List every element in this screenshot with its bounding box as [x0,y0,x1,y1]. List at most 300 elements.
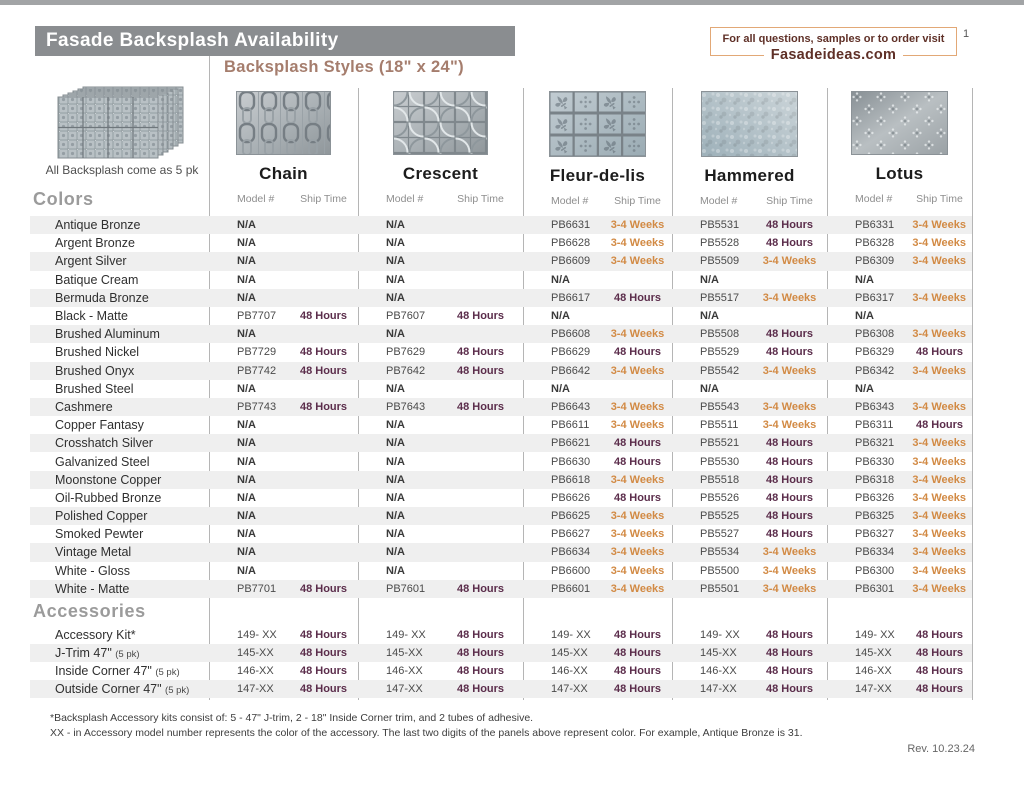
model-number: 147-XX [855,683,892,695]
model-number: PB6608 [551,328,591,341]
availability-cell [827,401,972,413]
model-number: PB5508 [700,328,740,341]
availability-cell [523,510,672,522]
color-name: Polished Copper [55,509,148,524]
availability-cell [209,310,358,322]
availability-cell [672,255,827,267]
table-row [30,562,972,580]
availability-cell [523,456,672,468]
availability-cell [672,492,827,504]
style-column-fleur-de-lis [523,88,672,207]
availability-cell [672,310,827,322]
color-name: Black - Matte [55,309,128,324]
model-number: PB6629 [551,346,591,359]
model-number: PB6621 [551,437,591,450]
availability-cell [358,510,523,522]
availability-cell [523,383,672,395]
ship-time: 3-4 Weeks [912,564,966,577]
availability-cell [672,510,827,522]
model-number: N/A [386,419,405,432]
column-subheader [672,195,827,207]
model-number: 149- XX [700,629,740,641]
top-border-strip [0,0,1024,5]
color-name: Moonstone Copper [55,472,162,487]
ship-time: 48 Hours [765,346,814,359]
availability-cell [358,383,523,395]
model-number: N/A [386,546,405,559]
availability-cell [358,274,523,286]
model-number: N/A [700,310,719,323]
model-number: N/A [386,564,405,577]
model-number: PB7743 [237,400,277,413]
ship-time: 3-4 Weeks [610,364,665,377]
availability-cell [209,383,358,395]
color-name: Vintage Metal [55,545,132,560]
ship-time-header: Ship Time [300,193,347,205]
model-number: 145-XX [386,647,423,659]
model-number: PB6611 [551,419,590,432]
availability-cell [209,237,358,249]
model-number: PB6311 [855,419,894,432]
ship-time: 3-4 Weeks [912,219,966,232]
availability-cell [523,492,672,504]
availability-cell [827,510,972,522]
ship-time: 3-4 Weeks [762,419,817,432]
model-number: 146-XX [237,665,274,677]
table-row [30,434,972,452]
table-row [30,216,972,234]
availability-cell [209,546,358,558]
ship-time-header: Ship Time [457,193,504,205]
model-number: 147-XX [551,683,588,695]
availability-cell [827,328,972,340]
ship-time: 48 Hours [299,364,348,377]
model-number: PB7607 [386,310,426,323]
ship-time: 3-4 Weeks [610,328,665,341]
table-row [30,662,972,680]
availability-cell [523,237,672,249]
model-number: N/A [386,237,405,250]
ship-time: 3-4 Weeks [610,582,665,595]
page-title: Fasade Backsplash Availability [35,26,515,56]
availability-cell [672,401,827,413]
availability-cell [209,492,358,504]
section-subtitle: Backsplash Styles (18" x 24") [224,58,464,76]
availability-cell [827,456,972,468]
availability-cell [523,583,672,595]
crescent-swatch-image [393,91,488,155]
availability-cell [209,346,358,358]
ship-time: 3-4 Weeks [912,437,966,450]
availability-cell [358,237,523,249]
page-number: 1 [963,28,970,40]
ship-time: 48 Hours [765,219,814,232]
availability-cell [672,365,827,377]
model-number: PB6328 [855,237,895,250]
model-number: N/A [855,382,874,395]
model-number: N/A [700,382,719,395]
model-number: PB6325 [855,510,895,523]
model-number: N/A [386,528,405,541]
ship-time: 3-4 Weeks [762,564,817,577]
model-number: PB6330 [855,455,895,468]
availability-cell [672,292,827,304]
table-row [30,489,972,507]
availability-cell [358,310,523,322]
ship-time: 48 Hours [915,629,964,641]
model-number: N/A [386,273,405,286]
availability-cell [827,583,972,595]
model-number: PB6628 [551,237,591,250]
availability-cell [209,629,358,641]
availability-cell [672,274,827,286]
color-name: Brushed Nickel [55,345,140,360]
availability-cell [672,237,827,249]
model-header: Model # [386,193,424,205]
availability-cell [827,310,972,322]
model-number: N/A [551,273,570,286]
ship-time: 48 Hours [915,683,964,695]
website-link[interactable]: Fasadeideas.com [764,47,903,63]
availability-cell [358,565,523,577]
ship-time: 3-4 Weeks [912,473,966,486]
availability-cell [209,365,358,377]
color-name: Argent Bronze [55,236,135,251]
availability-cell [672,565,827,577]
ship-time: 3-4 Weeks [912,582,966,595]
color-name: Oil-Rubbed Bronze [55,490,162,505]
accessory-rows [30,626,972,698]
availability-cell [209,456,358,468]
ship-time: 48 Hours [299,400,348,413]
ship-time: 3-4 Weeks [610,546,665,559]
availability-cell [827,292,972,304]
table-row [30,580,972,598]
model-number: N/A [237,546,256,559]
availability-cell [827,565,972,577]
style-name: Hammered [704,166,795,185]
availability-cell [209,474,358,486]
ship-time: 48 Hours [456,400,505,413]
table-row [30,471,972,489]
availability-cell [358,665,523,677]
ship-time: 3-4 Weeks [762,400,817,413]
table-row [30,543,972,561]
model-number: N/A [237,437,256,450]
availability-cell [827,647,972,659]
ship-time: 48 Hours [765,647,814,659]
model-number: 147-XX [237,683,274,695]
ship-time: 3-4 Weeks [610,400,665,413]
availability-cell [523,474,672,486]
model-number: PB6331 [855,219,895,232]
model-number: 146-XX [551,665,588,677]
ship-time: 48 Hours [456,582,505,595]
ship-time: 48 Hours [915,647,964,659]
availability-cell [358,647,523,659]
model-number: PB6631 [551,219,591,232]
model-number: PB5534 [700,546,740,559]
ship-time: 3-4 Weeks [762,291,817,304]
availability-cell [672,583,827,595]
model-number: PB5527 [700,528,740,541]
table-row [30,644,972,662]
availability-cell [827,274,972,286]
model-number: PB6643 [551,400,591,413]
model-number: PB6342 [855,364,895,377]
table-row [30,252,972,270]
ship-time: 48 Hours [765,473,814,486]
ship-time: 48 Hours [299,629,348,641]
model-number: 145-XX [237,647,274,659]
column-divider [972,88,973,700]
model-number: N/A [855,273,874,286]
availability-cell [672,528,827,540]
availability-cell [827,419,972,431]
ship-time: 3-4 Weeks [912,528,966,541]
availability-cell [358,401,523,413]
table-row [30,307,972,325]
ship-time: 3-4 Weeks [912,455,966,468]
model-number: PB7729 [237,346,277,359]
availability-cell [672,629,827,641]
ship-time: 48 Hours [613,491,662,504]
model-number: 146-XX [855,665,892,677]
availability-cell [672,546,827,558]
ship-time: 3-4 Weeks [762,255,817,268]
style-column-crescent [358,88,523,205]
model-number: N/A [386,255,405,268]
ship-time: 48 Hours [765,683,814,695]
availability-cell [209,437,358,449]
ship-time: 48 Hours [765,629,814,641]
availability-cell [827,237,972,249]
availability-cell [523,292,672,304]
model-number: PB7742 [237,364,277,377]
model-number: PB6327 [855,528,895,541]
ship-time: 48 Hours [456,647,505,659]
ship-time: 3-4 Weeks [610,419,665,432]
model-number: N/A [237,528,256,541]
availability-cell [209,683,358,695]
ship-time: 3-4 Weeks [610,528,665,541]
availability-cell [209,328,358,340]
ship-time: 48 Hours [299,665,348,677]
model-number: PB7643 [386,400,426,413]
model-number: N/A [386,291,405,304]
model-number: PB7629 [386,346,426,359]
model-number: N/A [237,382,256,395]
model-number: PB6634 [551,546,591,559]
color-name: White - Gloss [55,563,131,578]
ship-time: 3-4 Weeks [610,237,665,250]
ship-time: 3-4 Weeks [912,491,966,504]
ship-time: 48 Hours [915,665,964,677]
model-number: PB6300 [855,564,895,577]
ship-time-header: Ship Time [916,193,963,205]
model-number: 145-XX [855,647,892,659]
color-name: Brushed Aluminum [55,327,160,342]
table-row [30,271,972,289]
ship-time: 48 Hours [456,683,505,695]
ship-time: 48 Hours [765,510,814,523]
ship-time: 48 Hours [765,455,814,468]
model-header: Model # [700,195,738,207]
table-row [30,234,972,252]
model-number: PB6630 [551,455,591,468]
availability-cell [827,383,972,395]
model-number: PB5526 [700,491,740,504]
availability-cell [672,456,827,468]
availability-cell [827,683,972,695]
ship-time-header: Ship Time [614,195,661,207]
ship-time: 48 Hours [613,629,662,641]
model-number: 147-XX [700,683,737,695]
ship-time: 3-4 Weeks [762,546,817,559]
model-number: PB6334 [855,546,895,559]
pack-size-note: (5 pk) [155,667,180,678]
model-number: PB5543 [700,400,740,413]
ship-time: 48 Hours [613,647,662,659]
color-name: Brushed Onyx [55,363,135,378]
model-number: PB6617 [551,291,591,304]
ship-time: 48 Hours [456,364,505,377]
model-number: N/A [386,382,405,395]
column-subheader [827,193,972,205]
availability-cell [358,219,523,231]
availability-cell [358,629,523,641]
model-number: PB5528 [700,237,740,250]
model-number: PB5529 [700,346,740,359]
style-column-lotus [827,88,972,205]
ship-time: 3-4 Weeks [610,255,665,268]
availability-cell [209,219,358,231]
availability-cell [827,665,972,677]
ship-time: 48 Hours [765,437,814,450]
table-row [30,380,972,398]
availability-cell [827,346,972,358]
model-number: N/A [386,510,405,523]
model-number: 146-XX [386,665,423,677]
availability-cell [523,401,672,413]
availability-cell [523,346,672,358]
contact-info-box [710,27,957,63]
ship-time: 48 Hours [765,528,814,541]
availability-cell [672,683,827,695]
color-name: Brushed Steel [55,381,134,396]
model-header: Model # [551,195,589,207]
availability-cell [523,647,672,659]
pack-size-note: (5 pk) [115,649,140,660]
availability-cell [827,219,972,231]
column-subheader [209,193,358,205]
availability-cell [672,474,827,486]
availability-cell [523,565,672,577]
availability-cell [358,683,523,695]
revision-date: Rev. 10.23.24 [907,743,975,755]
pack-size-note: (5 pk) [165,685,190,696]
availability-cell [827,546,972,558]
ship-time: 48 Hours [299,346,348,359]
ship-time: 48 Hours [456,310,505,323]
column-subheader [523,195,672,207]
availability-cell [827,365,972,377]
model-number: N/A [551,310,570,323]
footnote-xx-explanation: XX - in Accessory model number represents the color of the accessory. The last two digits of the panels above represent color. For example, Antique Bronze is 31. [50,727,803,739]
availability-cell [358,474,523,486]
lotus-swatch-image [851,91,948,155]
website-link-wrap [711,46,956,64]
availability-cell [209,565,358,577]
style-column-hammered [672,88,827,207]
model-number: PB6601 [551,582,591,595]
model-number: N/A [237,273,256,286]
model-header: Model # [237,193,275,205]
ship-time: 48 Hours [613,455,662,468]
availability-cell [827,629,972,641]
model-number: N/A [237,328,256,341]
availability-cell [523,546,672,558]
availability-cell [523,629,672,641]
model-number: PB5518 [700,473,740,486]
availability-cell [523,310,672,322]
model-number: PB7701 [237,582,277,595]
availability-cell [209,647,358,659]
model-number: PB5511 [700,419,739,432]
model-number: PB5500 [700,564,740,577]
model-number: N/A [237,564,256,577]
availability-cell [209,401,358,413]
availability-cell [209,274,358,286]
model-number: N/A [237,510,256,523]
availability-cell [523,419,672,431]
model-number: PB6321 [855,437,895,450]
model-number: N/A [551,382,570,395]
ship-time: 3-4 Weeks [762,582,817,595]
style-name: Fleur-de-lis [549,166,646,185]
availability-cell [672,665,827,677]
model-number: PB6326 [855,491,895,504]
model-number: PB6308 [855,328,895,341]
ship-time: 48 Hours [765,328,814,341]
style-name: Crescent [402,164,479,183]
color-name: Galvanized Steel [55,454,150,469]
model-number: N/A [386,328,405,341]
model-number: PB6317 [855,291,895,304]
model-number: 145-XX [551,647,588,659]
model-number: PB6609 [551,255,591,268]
hammered-swatch-image [701,91,798,157]
model-number: N/A [237,473,256,486]
model-number: 146-XX [700,665,737,677]
ship-time: 3-4 Weeks [912,546,966,559]
color-name: White - Matte [55,581,130,596]
model-number: N/A [237,491,256,504]
model-number: PB7601 [386,582,426,595]
model-number: 149- XX [551,629,591,641]
availability-cell [358,292,523,304]
model-number: 145-XX [700,647,737,659]
style-name: Lotus [875,164,924,183]
ship-time: 3-4 Weeks [912,291,966,304]
model-number: N/A [237,419,256,432]
availability-cell [358,492,523,504]
model-number: PB7707 [237,310,277,323]
color-name: Smoked Pewter [55,527,144,542]
model-number: PB5525 [700,510,740,523]
availability-cell [523,365,672,377]
model-number: N/A [237,237,256,250]
